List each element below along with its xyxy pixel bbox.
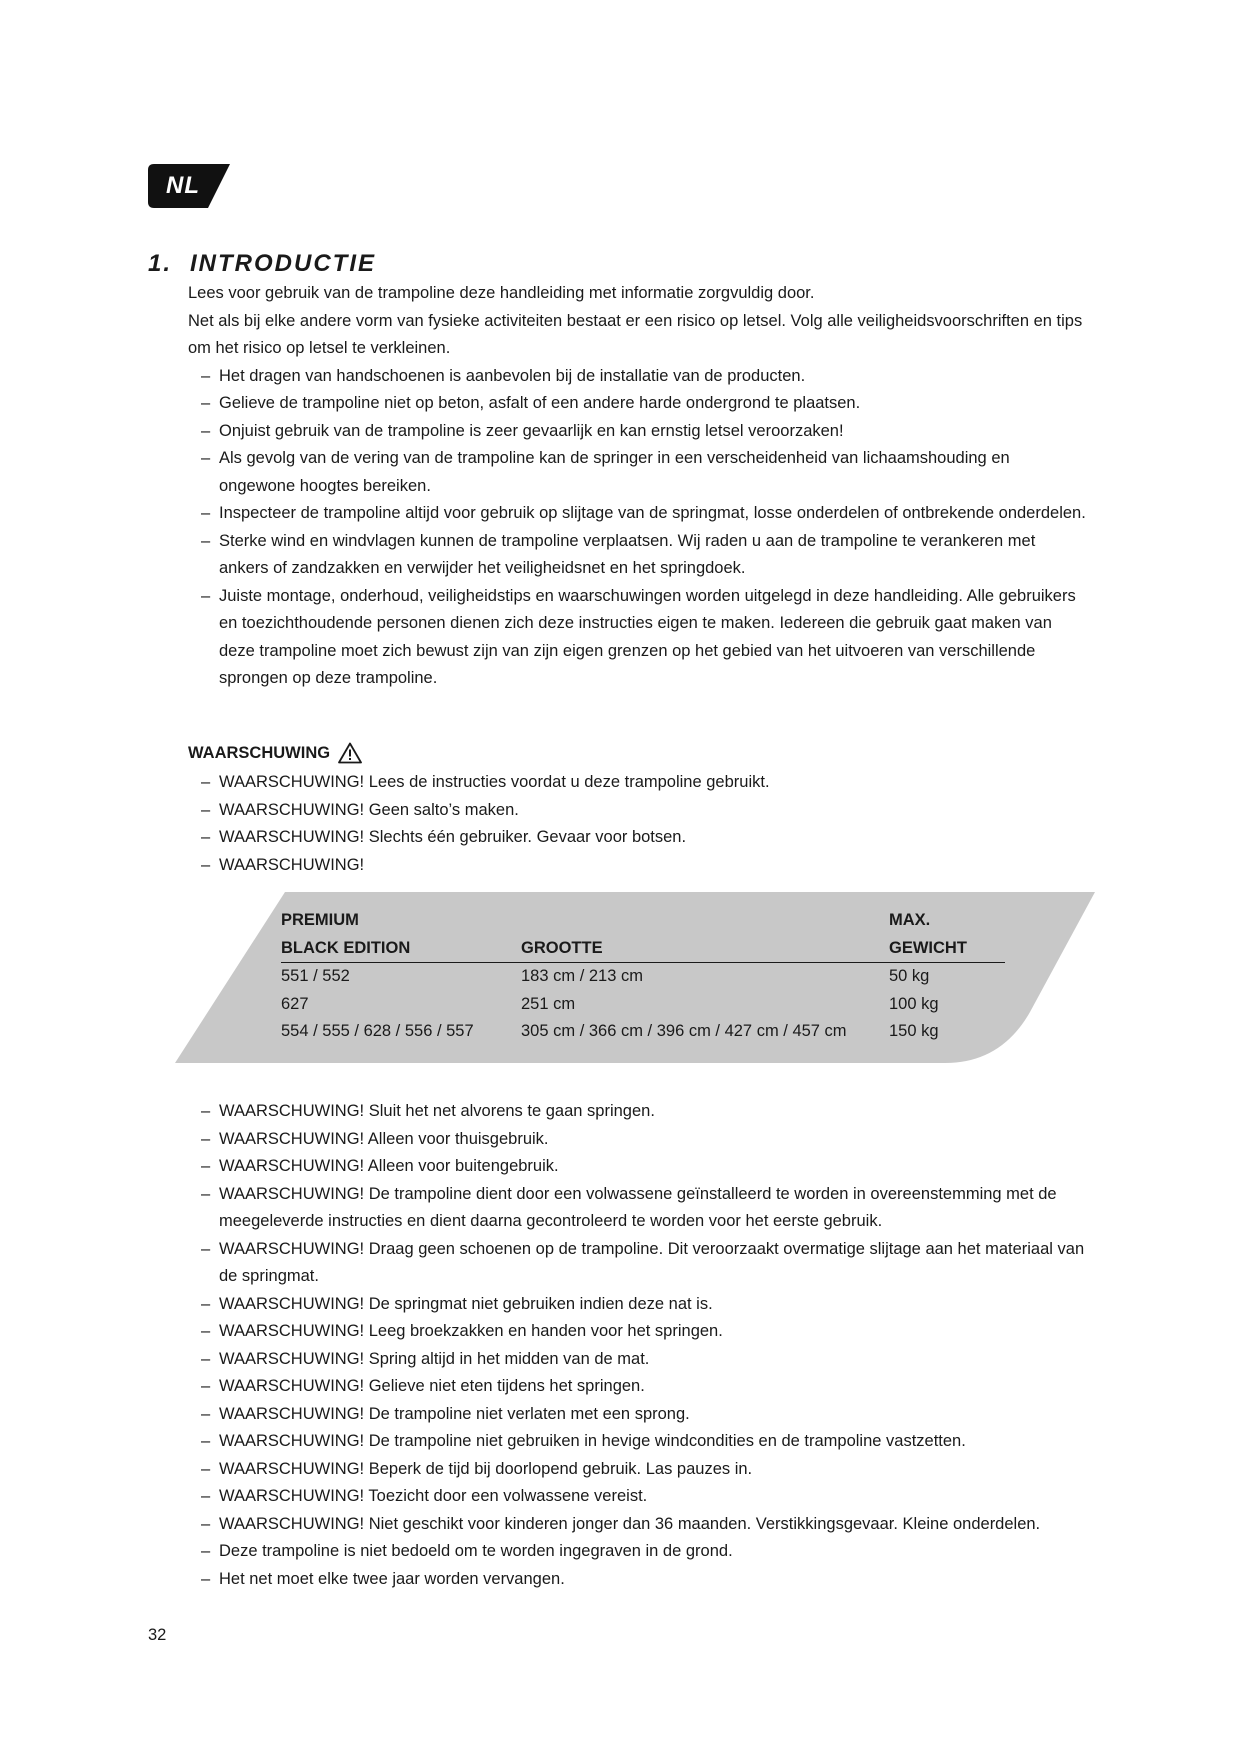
list-item <box>201 769 1088 797</box>
bullet-dash: – <box>201 1569 211 1588</box>
bullet-dash: – <box>201 421 211 440</box>
list-item <box>201 500 1088 528</box>
list-item-text: WAARSCHUWING! De springmat niet gebruiken indien deze nat is. <box>219 1294 713 1313</box>
section-title <box>148 250 376 278</box>
bullet-dash: – <box>201 800 211 819</box>
list-item <box>201 445 1088 500</box>
bullet-dash: – <box>201 1102 211 1120</box>
list-item <box>201 1511 1088 1539</box>
list-item-text: WAARSCHUWING! De trampoline dient door een volwassene geïnstalleerd te worden in overeenstemming met de meegeleverde instructies en dient daarna gecontroleerd te worden voor het eerste gebruik. <box>219 1184 1057 1230</box>
bullet-dash: – <box>201 1322 211 1340</box>
bullet-dash: – <box>201 855 211 874</box>
cell-model: 551 / 552 <box>281 967 350 985</box>
list-item <box>201 1566 1088 1594</box>
bullet-dash: – <box>201 1459 211 1478</box>
list-item <box>201 1483 1088 1511</box>
intro-bullet-list <box>188 363 1088 693</box>
list-item <box>201 363 1088 391</box>
language-badge <box>148 164 230 208</box>
list-item-text: Het net moet elke twee jaar worden vervangen. <box>219 1569 565 1588</box>
list-item <box>201 390 1088 418</box>
list-item <box>201 583 1088 693</box>
list-item-text: Gelieve de trampoline niet op beton, asfalt of een andere harde ondergrond te plaatsen. <box>219 394 861 412</box>
list-item-text: Sterke wind en windvlagen kunnen de trampoline verplaatsen. Wij raden u aan de trampoline te verankeren met ankers of zandzakken en verwijder het veiligheidsnet en het springdoek. <box>219 531 1036 577</box>
list-item <box>201 1538 1088 1566</box>
cell-size: 183 cm / 213 cm <box>521 967 643 985</box>
table-row <box>281 963 1005 991</box>
bullet-dash: – <box>201 586 211 605</box>
list-item <box>201 797 1088 825</box>
bullet-dash: – <box>201 366 211 385</box>
cell-size: 305 cm / 366 cm / 396 cm / 427 cm / 457 cm <box>521 1022 847 1040</box>
bullet-dash: – <box>201 1514 211 1533</box>
list-item-text: WAARSCHUWING! De trampoline niet verlaten met een sprong. <box>219 1404 690 1423</box>
cell-weight: 100 kg <box>889 994 939 1013</box>
list-item-text: WAARSCHUWING! Lees de instructies voordat u deze trampoline gebruikt. <box>219 773 770 791</box>
list-item-text: WAARSCHUWING! Beperk de tijd bij doorlopend gebruik. Las pauzes in. <box>219 1459 753 1478</box>
cell-model: 627 <box>281 994 309 1013</box>
bullet-dash: – <box>201 394 211 412</box>
bullet-dash: – <box>201 1129 211 1148</box>
list-item <box>201 528 1088 583</box>
list-item-text: WAARSCHUWING! Toezicht door een volwassene vereist. <box>219 1487 648 1505</box>
warning-list-top <box>188 769 1088 879</box>
bullet-dash: – <box>201 531 211 550</box>
cell-weight: 150 kg <box>889 1022 939 1040</box>
intro-paragraph: Lees voor gebruik van de trampoline deze handleiding met informatie zorgvuldig door. <box>188 284 815 302</box>
cell-model: 554 / 555 / 628 / 556 / 557 <box>281 1022 474 1040</box>
list-item <box>201 1098 1088 1126</box>
list-item <box>201 824 1088 852</box>
warning-block-top <box>188 769 1088 879</box>
list-item-text: WAARSCHUWING! De trampoline niet gebruiken in hevige windcondities en de trampoline vastzetten. <box>219 1432 966 1450</box>
bullet-dash: – <box>201 1432 211 1450</box>
bullet-dash: – <box>201 1184 211 1203</box>
list-item <box>201 1401 1088 1429</box>
list-item-text: Als gevolg van de vering van de trampoline kan de springer in een verscheidenheid van lichaamshouding en ongewone hoogtes bereiken. <box>219 449 1010 495</box>
header-size: GROOTTE <box>521 907 889 963</box>
list-item-text: WAARSCHUWING! Geen salto’s maken. <box>219 800 519 819</box>
header-model: PREMIUM BLACK EDITION <box>281 907 521 963</box>
list-item <box>201 418 1088 446</box>
list-item-text: Onjuist gebruik van de trampoline is zeer gevaarlijk en kan ernstig letsel veroorzaken! <box>219 421 844 440</box>
list-item-text: Deze trampoline is niet bedoeld om te worden ingegraven in de grond. <box>219 1542 733 1560</box>
list-item <box>201 1318 1088 1346</box>
warning-triangle-icon <box>338 742 362 764</box>
bullet-dash: – <box>201 504 211 522</box>
table-row <box>281 991 1005 1019</box>
bullet-dash: – <box>201 1157 211 1175</box>
list-item-text: WAARSCHUWING! Slechts één gebruiker. Gevaar voor botsen. <box>219 828 687 846</box>
language-code: NL <box>166 172 200 199</box>
table-row <box>281 1018 1005 1046</box>
section-title-text: INTRODUCTIE <box>190 250 376 277</box>
bullet-dash: – <box>201 1239 211 1258</box>
list-item <box>201 1181 1088 1236</box>
list-item-text: Juiste montage, onderhoud, veiligheidstips en waarschuwingen worden uitgelegd in deze handleiding. Alle gebruikers en toezichthoudende personen dienen zich deze instructies eigen te maken. Iedereen die gebruik gaat maken van deze trampoline moet zich bewust zijn van zijn eigen grenzen op het gebied van het uitvoeren van verschillende sprongen op deze trampoline. <box>219 586 1076 687</box>
warning-block-bottom <box>188 1098 1088 1593</box>
list-item-text: Het dragen van handschoenen is aanbevolen bij de installatie van de producten. <box>219 366 806 385</box>
cell-size: 251 cm <box>521 994 576 1013</box>
list-item-text: Inspecteer de trampoline altijd voor gebruik op slijtage van de springmat, losse onderdelen of ontbrekende onderdelen. <box>219 504 1086 522</box>
bullet-dash: – <box>201 1404 211 1423</box>
list-item-text: WAARSCHUWING! Niet geschikt voor kinderen jonger dan 36 maanden. Verstikkingsgevaar. Kleine onderdelen. <box>219 1514 1041 1533</box>
list-item <box>201 1373 1088 1401</box>
list-item <box>201 1126 1088 1154</box>
section-number: 1. <box>148 250 173 277</box>
header-max-weight: MAX. GEWICHT <box>889 907 1005 963</box>
list-item-text: WAARSCHUWING! Alleen voor buitengebruik. <box>219 1157 559 1175</box>
intro-paragraph: Net als bij elke andere vorm van fysieke activiteiten bestaat er een risico op letsel. Volg alle veiligheidsvoorschriften en tips om het risico op letsel te verkleinen. <box>188 311 1083 357</box>
list-item <box>201 1153 1088 1181</box>
list-item <box>201 852 1088 880</box>
warning-heading <box>188 742 362 764</box>
list-item-text: WAARSCHUWING! Leeg broekzakken en handen voor het springen. <box>219 1322 723 1340</box>
bullet-dash: – <box>201 449 211 467</box>
spec-table-panel <box>175 892 1095 1065</box>
list-item <box>201 1456 1088 1484</box>
spec-table <box>281 907 1005 1046</box>
bullet-dash: – <box>201 1487 211 1505</box>
bullet-dash: – <box>201 1377 211 1395</box>
page-number: 32 <box>148 1626 167 1644</box>
intro-block <box>188 280 1088 693</box>
bullet-dash: – <box>201 773 211 791</box>
warning-list-bottom <box>188 1098 1088 1593</box>
bullet-dash: – <box>201 828 211 846</box>
warning-heading-text: WAARSCHUWING <box>188 743 331 762</box>
list-item <box>201 1346 1088 1374</box>
bullet-dash: – <box>201 1349 211 1368</box>
list-item <box>201 1236 1088 1291</box>
bullet-dash: – <box>201 1542 211 1560</box>
cell-weight: 50 kg <box>889 967 930 985</box>
list-item-text: WAARSCHUWING! Gelieve niet eten tijdens het springen. <box>219 1377 645 1395</box>
list-item-text: WAARSCHUWING! Alleen voor thuisgebruik. <box>219 1129 549 1148</box>
list-item-text: WAARSCHUWING! Draag geen schoenen op de trampoline. Dit veroorzaakt overmatige slijtage aan het materiaal van de springmat. <box>219 1239 1085 1285</box>
list-item-text: WAARSCHUWING! Spring altijd in het midden van de mat. <box>219 1349 650 1368</box>
list-item <box>201 1428 1088 1456</box>
list-item-text: WAARSCHUWING! <box>219 855 365 874</box>
bullet-dash: – <box>201 1294 211 1313</box>
list-item-text: WAARSCHUWING! Sluit het net alvorens te gaan springen. <box>219 1102 655 1120</box>
list-item <box>201 1291 1088 1319</box>
